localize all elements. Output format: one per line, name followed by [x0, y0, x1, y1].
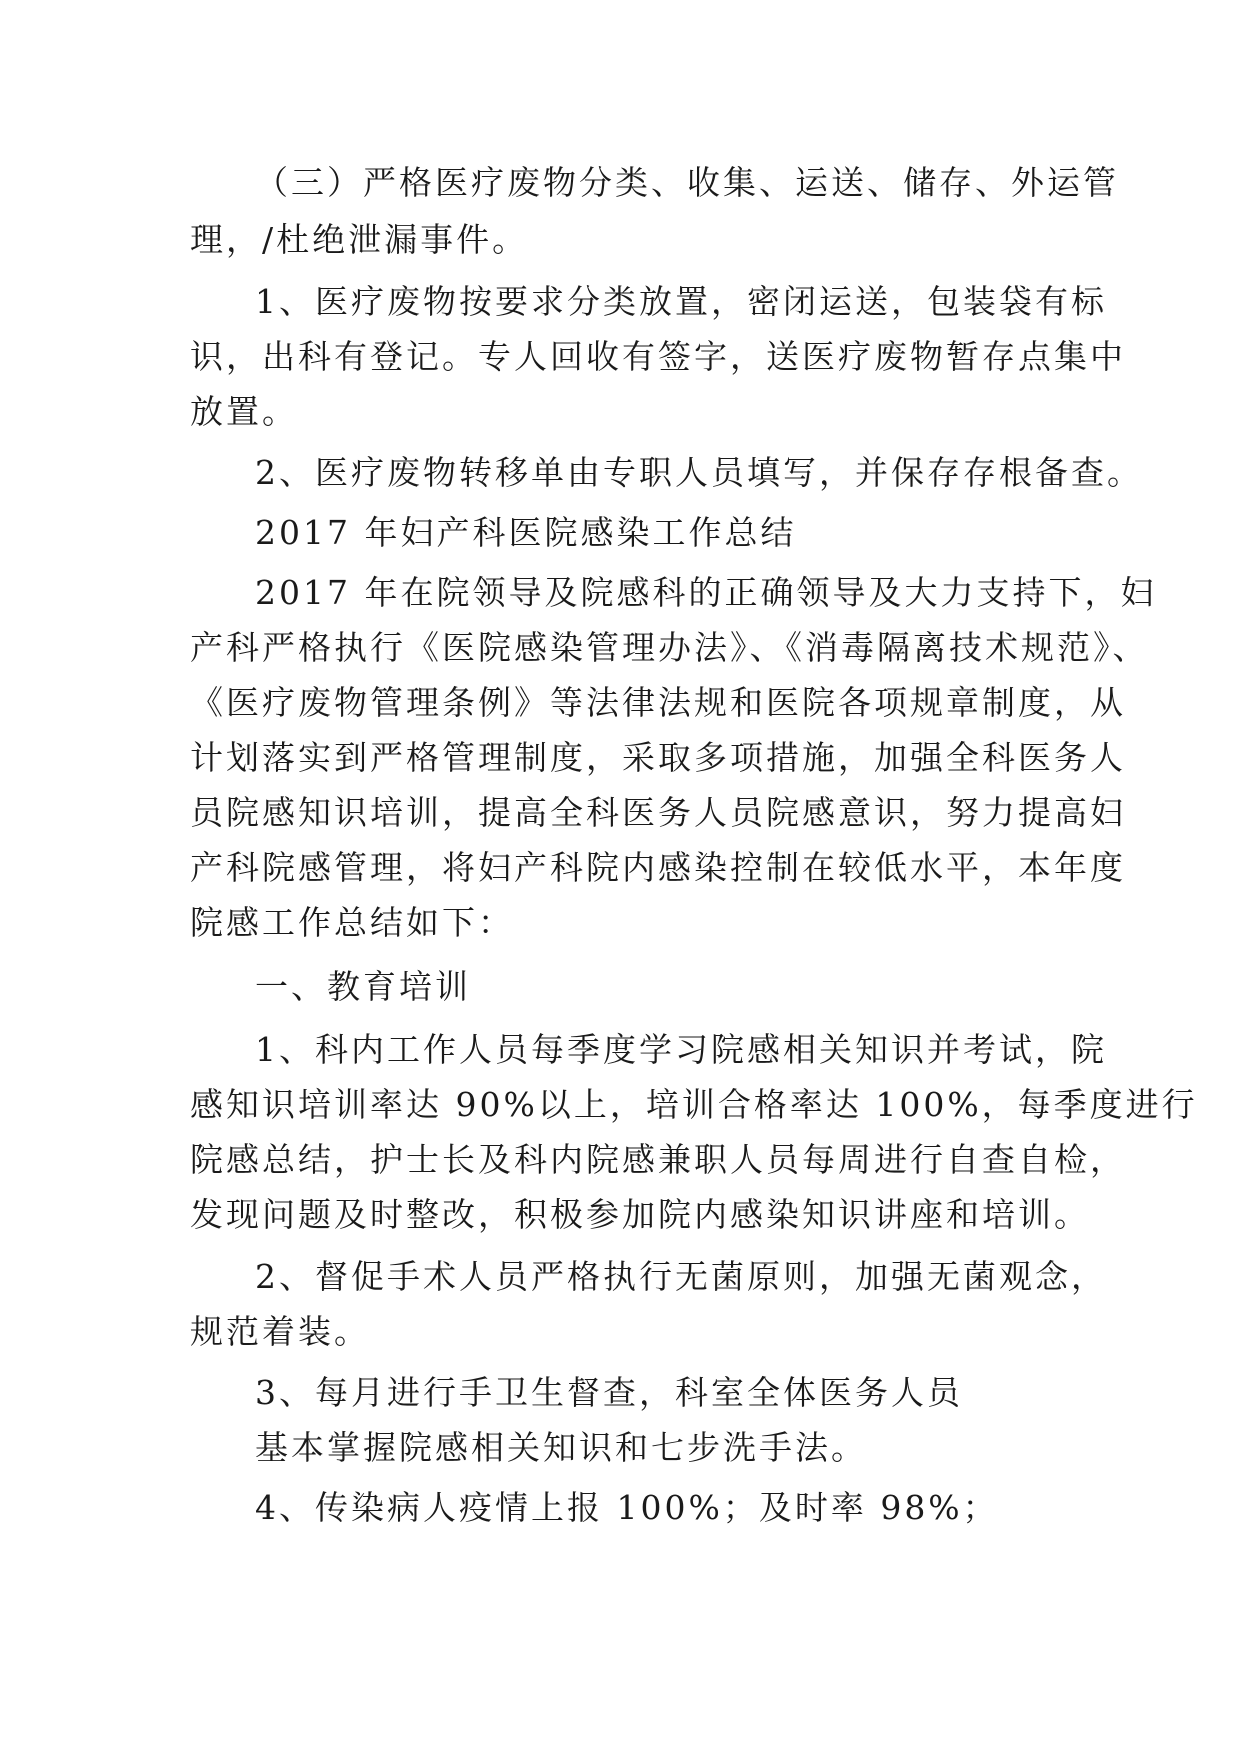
- paragraph-line: 理，/杜绝泄漏事件。: [190, 220, 529, 259]
- paragraph-line: 识，出科有登记。专人回收有签字，送医疗废物暂存点集中: [190, 337, 1126, 376]
- paragraph-line: 院感总结，护士长及科内院感兼职人员每周进行自查自检，: [190, 1140, 1126, 1179]
- paragraph-line: 产科严格执行《医院感染管理办法》、《消毒隔离技术规范》、: [190, 628, 1149, 667]
- section-heading: 一、教育培训: [255, 967, 471, 1006]
- paragraph-line: 院感工作总结如下：: [190, 903, 514, 942]
- paragraph-line: 计划落实到严格管理制度，采取多项措施，加强全科医务人: [190, 738, 1126, 777]
- paragraph-line: 2017 年在院领导及院感科的正确领导及大力支持下，妇: [255, 573, 1157, 612]
- paragraph-line: （三）严格医疗废物分类、收集、运送、储存、外运管: [255, 163, 1119, 202]
- paragraph-line: 1、科内工作人员每季度学习院感相关知识并考试，院: [255, 1030, 1107, 1069]
- section-title: 2017 年妇产科医院感染工作总结: [255, 513, 797, 552]
- paragraph-line: 3、每月进行手卫生督查，科室全体医务人员: [255, 1373, 963, 1412]
- paragraph-line: 规范着装。: [190, 1312, 370, 1351]
- paragraph-line: 感知识培训率达 90%以上，培训合格率达 100%，每季度进行: [190, 1085, 1198, 1124]
- paragraph-line: 4、传染病人疫情上报 100%；及时率 98%；: [255, 1488, 999, 1527]
- paragraph-line: 2、督促手术人员严格执行无菌原则，加强无菌观念，: [255, 1257, 1107, 1296]
- paragraph-line: 2、医疗废物转移单由专职人员填写，并保存存根备查。: [255, 453, 1143, 492]
- paragraph-line: 《医疗废物管理条例》等法律法规和医院各项规章制度，从: [190, 683, 1126, 722]
- paragraph-line: 员院感知识培训，提高全科医务人员院感意识，努力提高妇: [190, 793, 1126, 832]
- paragraph-line: 基本掌握院感相关知识和七步洗手法。: [255, 1428, 867, 1467]
- paragraph-line: 1、医疗废物按要求分类放置，密闭运送，包装袋有标: [255, 282, 1107, 321]
- paragraph-line: 发现问题及时整改，积极参加院内感染知识讲座和培训。: [190, 1195, 1090, 1234]
- paragraph-line: 产科院感管理，将妇产科院内感染控制在较低水平，本年度: [190, 848, 1126, 887]
- paragraph-line: 放置。: [190, 392, 298, 431]
